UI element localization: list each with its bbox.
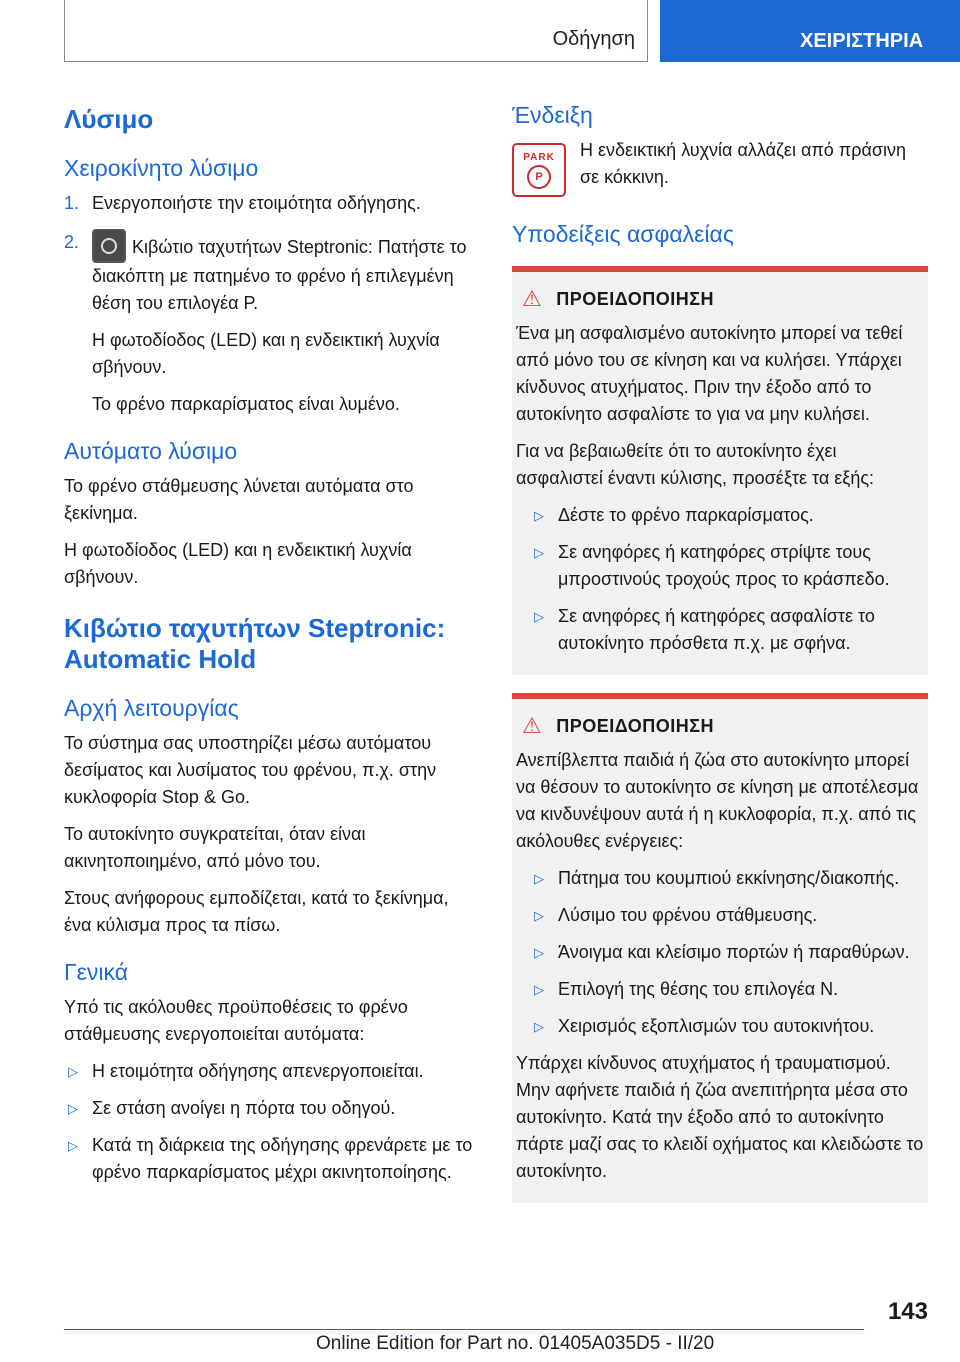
triangle-bullet-icon: ▷ bbox=[534, 908, 544, 923]
list-item: ▷ Κατά τη διάρκεια της οδήγησης φρενάρετε με το φρένο παρκαρίσματος μέχρι ακινητοποίησης. bbox=[64, 1132, 478, 1186]
indicator-row bbox=[512, 137, 928, 201]
principle-text-1: Το σύστημα σας υποστηρίζει μέσω αυτόματου δεσίματος και λυσίματος του φρένου, π.χ. στην κυκλοφορία Stop & Go. bbox=[64, 733, 437, 807]
list-item: ▷ Η ετοιμότητα οδήγησης απενεργοποιείται. bbox=[64, 1058, 478, 1085]
header-section-title: Οδήγηση bbox=[552, 28, 635, 50]
heading-safety: Υποδείξεις ασφαλείας bbox=[512, 221, 734, 247]
right-column bbox=[512, 96, 928, 1203]
general-text: Υπό τις ακόλουθες προϋποθέσεις το φρένο στάθμευσης ενεργοποιείται αυτόματα: bbox=[64, 997, 408, 1044]
warning-title-2: ⚠ ΠΡΟΕΙΔΟΠΟΙΗΣΗ bbox=[522, 713, 715, 738]
step-2-number: 2. bbox=[64, 232, 80, 252]
park-warning-icon: PARK P bbox=[512, 143, 566, 197]
triangle-bullet-icon: ▷ bbox=[534, 609, 544, 624]
heading-automatic-hold: Κιβώτιο ταχυτήτων Steptronic: Automatic Hold bbox=[64, 613, 446, 674]
warning-2-text-1: Ανεπίβλεπτα παιδιά ή ζώα στο αυτοκίνητο μπορεί να θέσουν το αυτοκίνητο σε κίνηση με αποτέλεσμα να κινδυνέψουν αυτά ή η κυκλοφορία, π.χ. από τις ακόλουθες ενέργειες: bbox=[516, 750, 919, 851]
left-column bbox=[64, 96, 478, 1196]
list-item: ▷ Άνοιγμα και κλείσιμο πορτών ή παραθύρων. bbox=[530, 939, 924, 966]
heading-general: Γενικά bbox=[64, 959, 129, 985]
heading-manual-release: Χειροκίνητο λύσιμο bbox=[64, 155, 259, 181]
list-item: ▷ Πάτημα του κουμπιού εκκίνησης/διακοπής. bbox=[530, 865, 924, 892]
step-2 bbox=[64, 229, 478, 418]
footer-edition: Online Edition for Part no. 01405A035D5 - II/20 bbox=[316, 1333, 715, 1354]
warning-triangle-icon: ⚠ bbox=[522, 286, 543, 311]
triangle-bullet-icon: ▷ bbox=[68, 1138, 78, 1153]
step-1-text: Ενεργοποιήστε την ετοιμότητα οδήγησης. bbox=[92, 193, 421, 213]
header-section-box bbox=[64, 0, 648, 62]
auto-release-text-1: Το φρένο στάθμευσης λύνεται αυτόματα στο ξεκίνημα. bbox=[64, 476, 414, 523]
list-item: ▷ Επιλογή της θέσης του επιλογέα N. bbox=[530, 976, 924, 1003]
triangle-bullet-icon: ▷ bbox=[534, 508, 544, 523]
warning-title-1: ⚠ ΠΡΟΕΙΔΟΠΟΙΗΣΗ bbox=[522, 286, 715, 311]
heading-auto-release: Αυτόματο λύσιμο bbox=[64, 438, 238, 464]
warning-2-text-2: Υπάρχει κίνδυνος ατυχήματος ή τραυματισμού. Μην αφήνετε παιδιά ή ζώα ανεπιτήρητα μέσα στο αυτοκίνητο. Κατά την έξοδο από το αυτοκίνητο πάρτε μαζί σας το κλειδί οχήματος και κλειδώστε το αυτοκίνητο. bbox=[516, 1053, 924, 1181]
warning-box-2 bbox=[512, 693, 928, 1203]
parking-brake-button-icon bbox=[92, 229, 126, 263]
step-2-text: Κιβώτιο ταχυτήτων Steptronic: Πατήστε το διακόπτη με πατημένο το φρένο ή επιλεγμένη θέση του επιλογέα P. bbox=[92, 237, 467, 313]
list-item: ▷ Σε ανηφόρες ή κατηφόρες ασφαλίστε το αυτοκίνητο πρόσθετα π.χ. με σφήνα. bbox=[530, 603, 924, 657]
footer-divider bbox=[64, 1329, 864, 1330]
triangle-bullet-icon: ▷ bbox=[534, 871, 544, 886]
triangle-bullet-icon: ▷ bbox=[534, 1019, 544, 1034]
triangle-bullet-icon: ▷ bbox=[68, 1101, 78, 1116]
list-item: ▷ Χειρισμός εξοπλισμών του αυτοκινήτου. bbox=[530, 1013, 924, 1040]
triangle-bullet-icon: ▷ bbox=[534, 945, 544, 960]
list-item: ▷ Σε ανηφόρες ή κατηφόρες στρίψτε τους μπροστινούς τροχούς προς το κράσπεδο. bbox=[530, 539, 924, 593]
general-list bbox=[64, 1058, 478, 1186]
triangle-bullet-icon: ▷ bbox=[534, 545, 544, 560]
warning-2-list bbox=[516, 865, 924, 1040]
warning-box-1 bbox=[512, 266, 928, 675]
header-chapter-tab: ΧΕΙΡΙΣΤΗΡΙΑ bbox=[660, 0, 960, 62]
triangle-bullet-icon: ▷ bbox=[534, 982, 544, 997]
list-item: ▷ Δέστε το φρένο παρκαρίσματος. bbox=[530, 502, 924, 529]
step-2-released-text: Το φρένο παρκαρίσματος είναι λυμένο. bbox=[92, 394, 400, 414]
heading-principle: Αρχή λειτουργίας bbox=[64, 695, 239, 721]
warning-triangle-icon: ⚠ bbox=[522, 713, 543, 738]
principle-text-2: Το αυτοκίνητο συγκρατείται, όταν είναι ακινητοποιημένο, από μόνο του. bbox=[64, 824, 366, 871]
warning-1-list bbox=[516, 502, 924, 657]
auto-release-text-2: Η φωτοδίοδος (LED) και η ενδεικτική λυχνία σβήνουν. bbox=[64, 540, 412, 587]
step-1 bbox=[64, 190, 478, 217]
indicator-text: Η ενδεικτική λυχνία αλλάζει από πράσινη σε κόκκινη. bbox=[580, 140, 906, 187]
warning-1-text-2: Για να βεβαιωθείτε ότι το αυτοκίνητο έχει ασφαλιστεί έναντι κύλισης, προσέξτε τα εξής: bbox=[516, 441, 875, 488]
list-item: ▷ Λύσιμο του φρένου στάθμευσης. bbox=[530, 902, 924, 929]
page-number: 143 bbox=[887, 1298, 928, 1325]
triangle-bullet-icon: ▷ bbox=[68, 1064, 78, 1079]
principle-text-3: Στους ανήφορους εμποδίζεται, κατά το ξεκίνημα, ένα κύλισμα προς τα πίσω. bbox=[64, 888, 449, 935]
heading-release: Λύσιμο bbox=[64, 104, 154, 134]
step-2-led-text: Η φωτοδίοδος (LED) και η ενδεικτική λυχνία σβήνουν. bbox=[92, 330, 440, 377]
heading-indicator: Ένδειξη bbox=[512, 102, 593, 128]
warning-1-text-1: Ένα μη ασφαλισμένο αυτοκίνητο μπορεί να τεθεί από μόνο του σε κίνηση και να κυλήσει. Υπάρχει κίνδυνος ατυχήματος. Πριν την έξοδο από το αυτοκίνητο ασφαλίστε το για να μην κυλήσει. bbox=[516, 323, 903, 424]
list-item: ▷ Σε στάση ανοίγει η πόρτα του οδηγού. bbox=[64, 1095, 478, 1122]
step-1-number: 1. bbox=[64, 193, 80, 213]
